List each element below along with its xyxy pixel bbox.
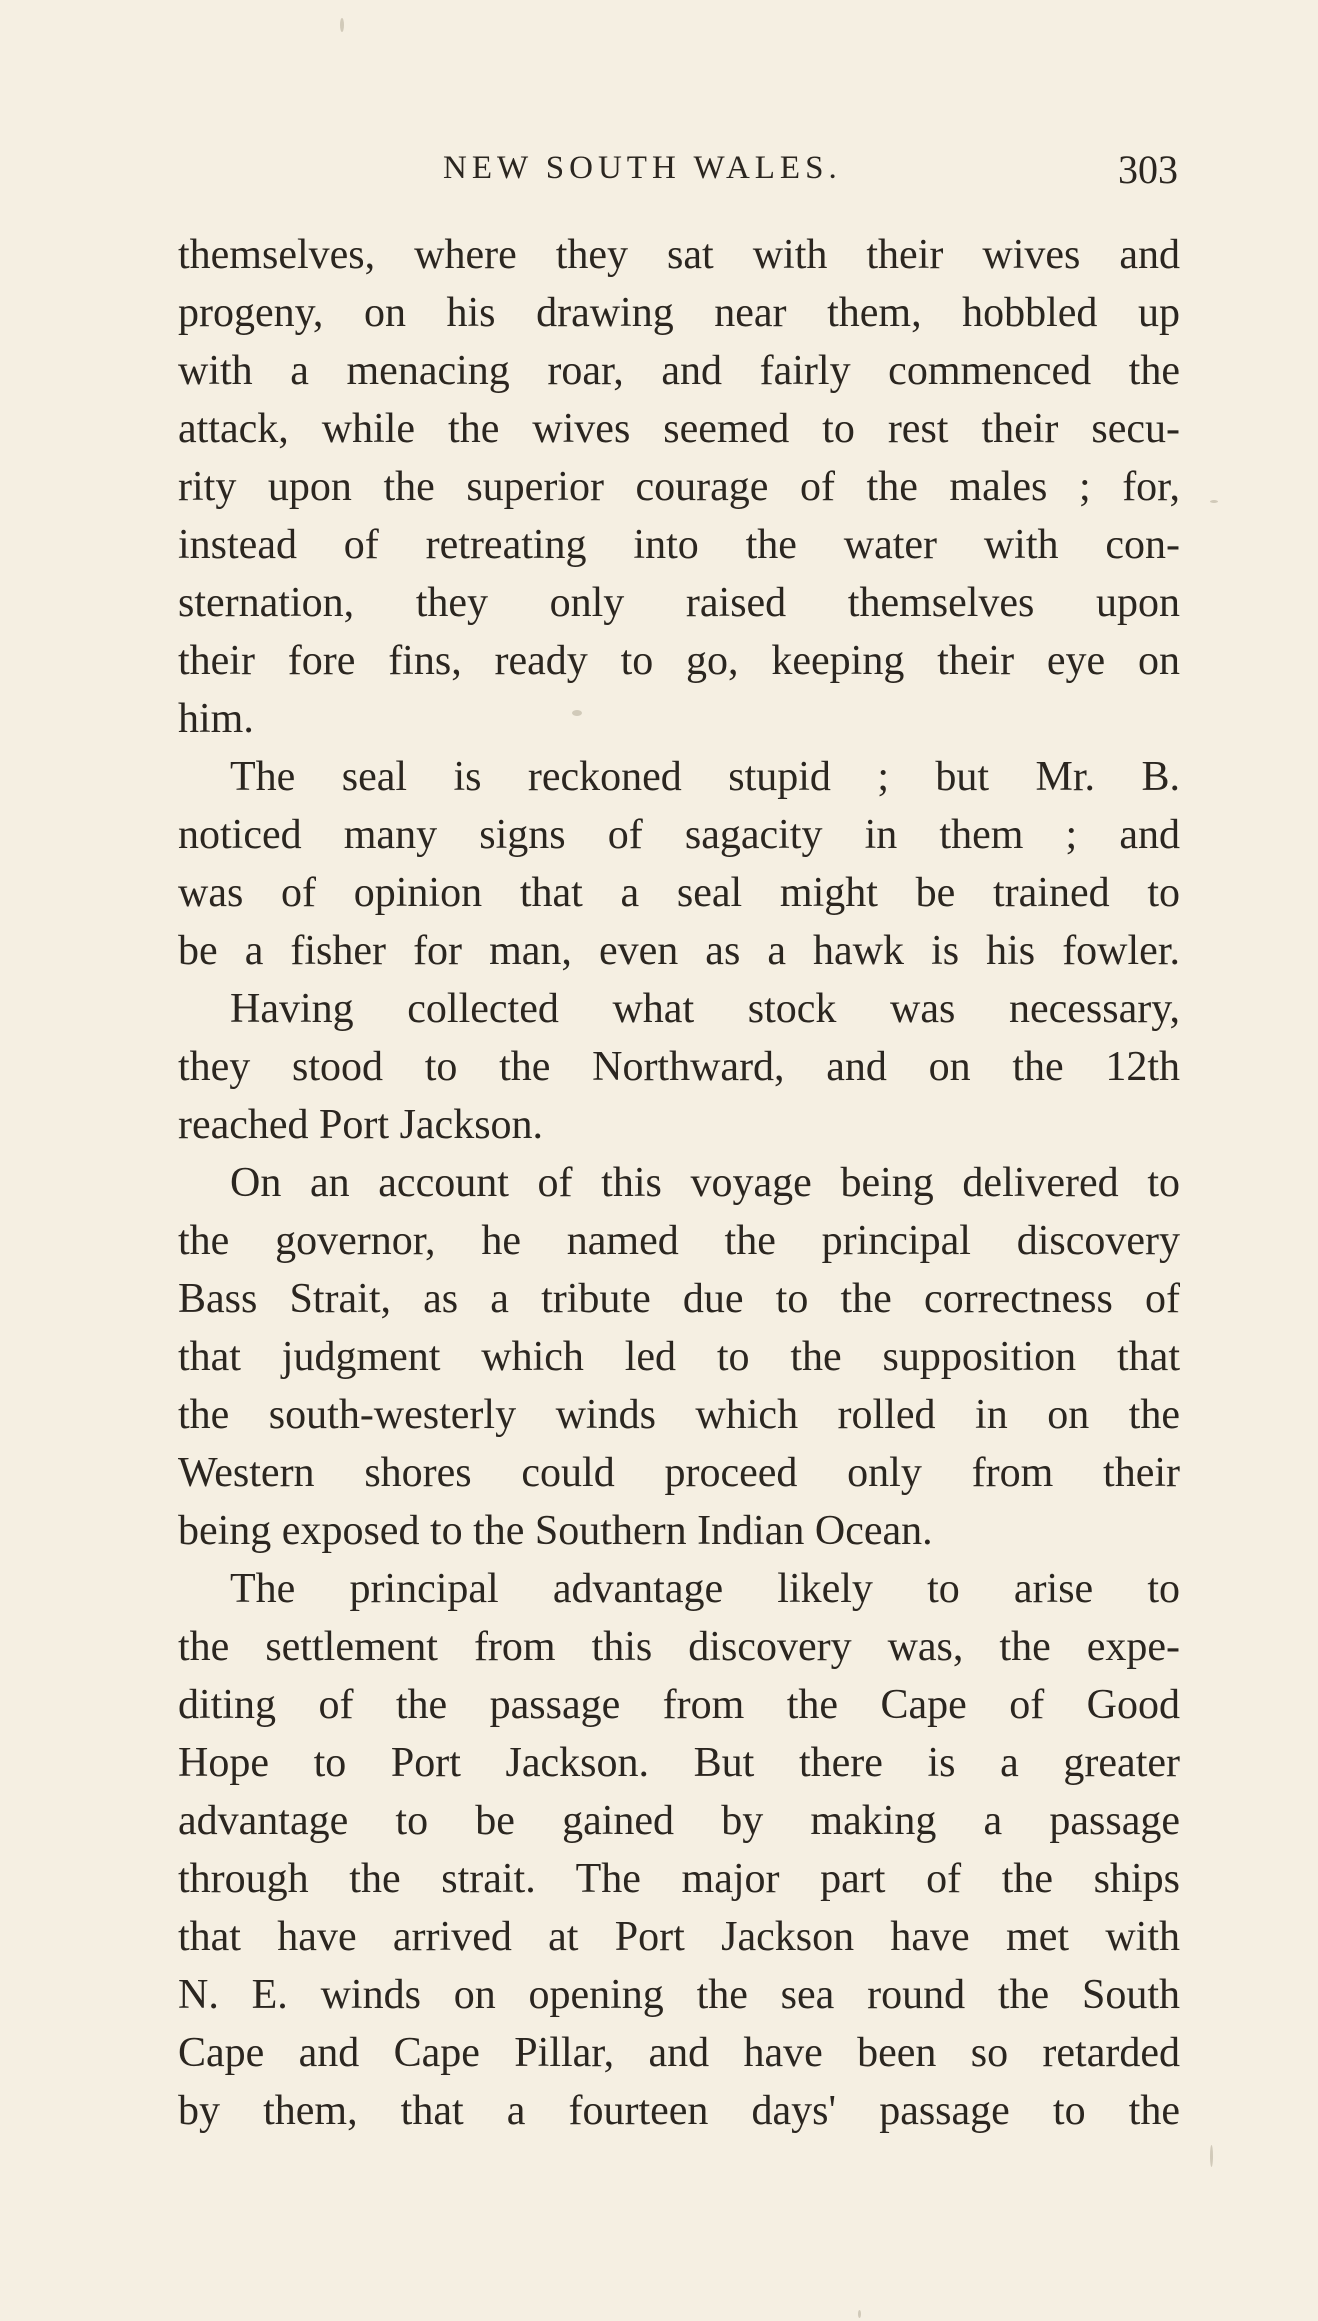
text-line: themselves, where they sat with their wives and — [178, 232, 1180, 278]
text-line: that judgment which led to the supposition that — [178, 1334, 1180, 1380]
paper-speck — [572, 710, 582, 716]
text-line: the settlement from this discovery was, the expe- — [178, 1624, 1180, 1670]
text-line: was of opinion that a seal might be trained to — [178, 870, 1180, 916]
text-line: progeny, on his drawing near them, hobbled up — [178, 290, 1180, 336]
running-title: NEW SOUTH WALES. — [443, 150, 842, 186]
text-line: diting of the passage from the Cape of Good — [178, 1682, 1180, 1728]
text-line: noticed many signs of sagacity in them ; and — [178, 812, 1180, 858]
text-line: that have arrived at Port Jackson have met with — [178, 1914, 1180, 1960]
text-line: reached Port Jackson. — [178, 1102, 544, 1148]
paper-speck — [1210, 500, 1218, 503]
text-line: rity upon the superior courage of the males ; for, — [178, 464, 1180, 510]
paper-speck — [1210, 2145, 1213, 2167]
text-line: the governor, he named the principal discovery — [178, 1218, 1180, 1264]
text-line: The principal advantage likely to arise to — [230, 1566, 1180, 1612]
text-line: attack, while the wives seemed to rest their secu- — [178, 406, 1180, 452]
text-line: their fore fins, ready to go, keeping their eye on — [178, 638, 1180, 684]
text-line: Western shores could proceed only from their — [178, 1450, 1180, 1496]
text-line: Hope to Port Jackson. But there is a greater — [178, 1740, 1180, 1786]
text-line: the south-westerly winds which rolled in on the — [178, 1392, 1180, 1438]
text-line: with a menacing roar, and fairly commenced the — [178, 348, 1180, 394]
text-line: N. E. winds on opening the sea round the South — [178, 1972, 1180, 2018]
running-head — [178, 147, 1178, 200]
text-line: him. — [178, 696, 254, 742]
text-line: being exposed to the Southern Indian Ocean. — [178, 1508, 933, 1554]
text-line: they stood to the Northward, and on the 12th — [178, 1044, 1180, 1090]
paper-speck — [858, 2310, 861, 2318]
page-number: 303 — [1118, 147, 1178, 192]
text-line: be a fisher for man, even as a hawk is his fowler. — [178, 928, 1180, 974]
text-line: through the strait. The major part of the ships — [178, 1856, 1180, 1902]
paper-speck — [340, 18, 344, 32]
text-line: instead of retreating into the water with con- — [178, 522, 1180, 568]
text-line: by them, that a fourteen days' passage to the — [178, 2088, 1180, 2134]
text-line: sternation, they only raised themselves upon — [178, 580, 1180, 626]
text-line: Having collected what stock was necessary, — [230, 986, 1180, 1032]
text-line: The seal is reckoned stupid ; but Mr. B. — [230, 754, 1180, 800]
body-text — [178, 226, 1180, 2140]
text-line: On an account of this voyage being delivered to — [230, 1160, 1180, 1206]
text-line: Cape and Cape Pillar, and have been so retarded — [178, 2030, 1180, 2076]
text-line: Bass Strait, as a tribute due to the correctness of — [178, 1276, 1180, 1322]
text-line: advantage to be gained by making a passage — [178, 1798, 1180, 1844]
